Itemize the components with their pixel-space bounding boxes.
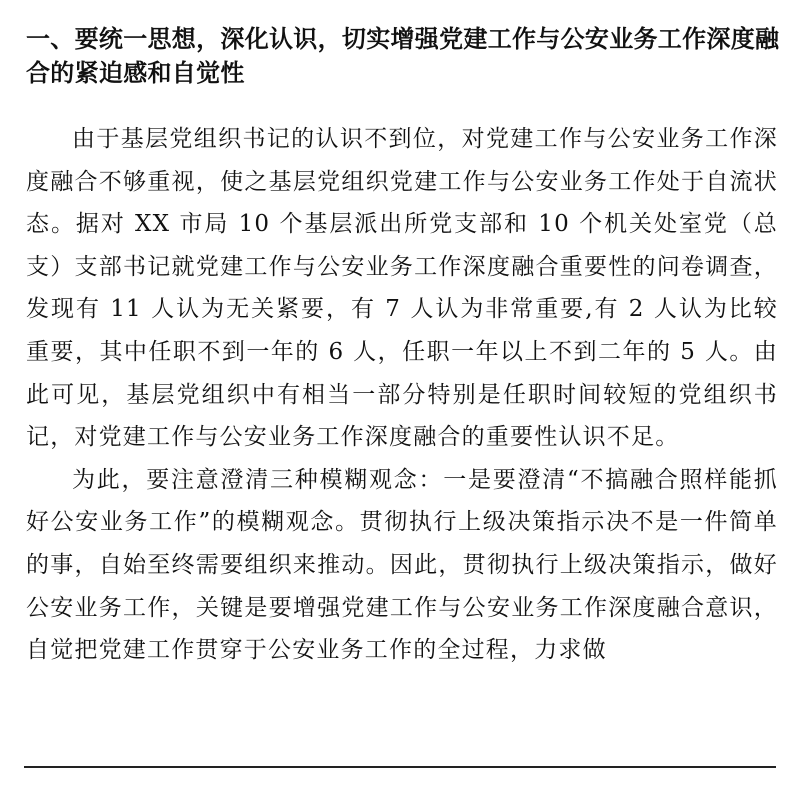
footer-divider (24, 766, 776, 768)
section-heading: 一、要统一思想，深化认识，切实增强党建工作与公安业务工作深度融合的紧迫感和自觉性 (26, 25, 780, 87)
paragraph-survey: 由于基层党组织书记的认识不到位，对党建工作与公安业务工作深度融合不够重视，使之基层党组织党建工作与公安业务工作处于自流状态。据对 XX 市局 10 个基层派出所党支部和 10 个机关处室党（总支）支部书记就党建工作与公安业务工作深度融合重要性的问卷调查，发现有 11 人认为无关紧要，有 7 人认为非常重要,有 2 人认为比较重要，其中任职不到一年的 6 人，任职一年以上不到二年的 5 人。由此可见，基层党组织中有相当一部分特别是任职时间较短的党组织书记，对党建工作与公安业务工作深度融合的重要性认识不足。 (26, 126, 778, 451)
paragraph-clarify-concepts: 为此，要注意澄清三种模糊观念：一是要澄清“不搞融合照样能抓好公安业务工作”的模糊观念。贯彻执行上级决策指示决不是一件简单的事，自始至终需要组织来推动。因此，贯彻执行上级决策指示，做好公安业务工作，关键是要增强党建工作与公安业务工作深度融合意识，自觉把党建工作贯穿于公安业务工作的全过程，力求做 (26, 466, 778, 664)
document-body (26, 118, 778, 672)
